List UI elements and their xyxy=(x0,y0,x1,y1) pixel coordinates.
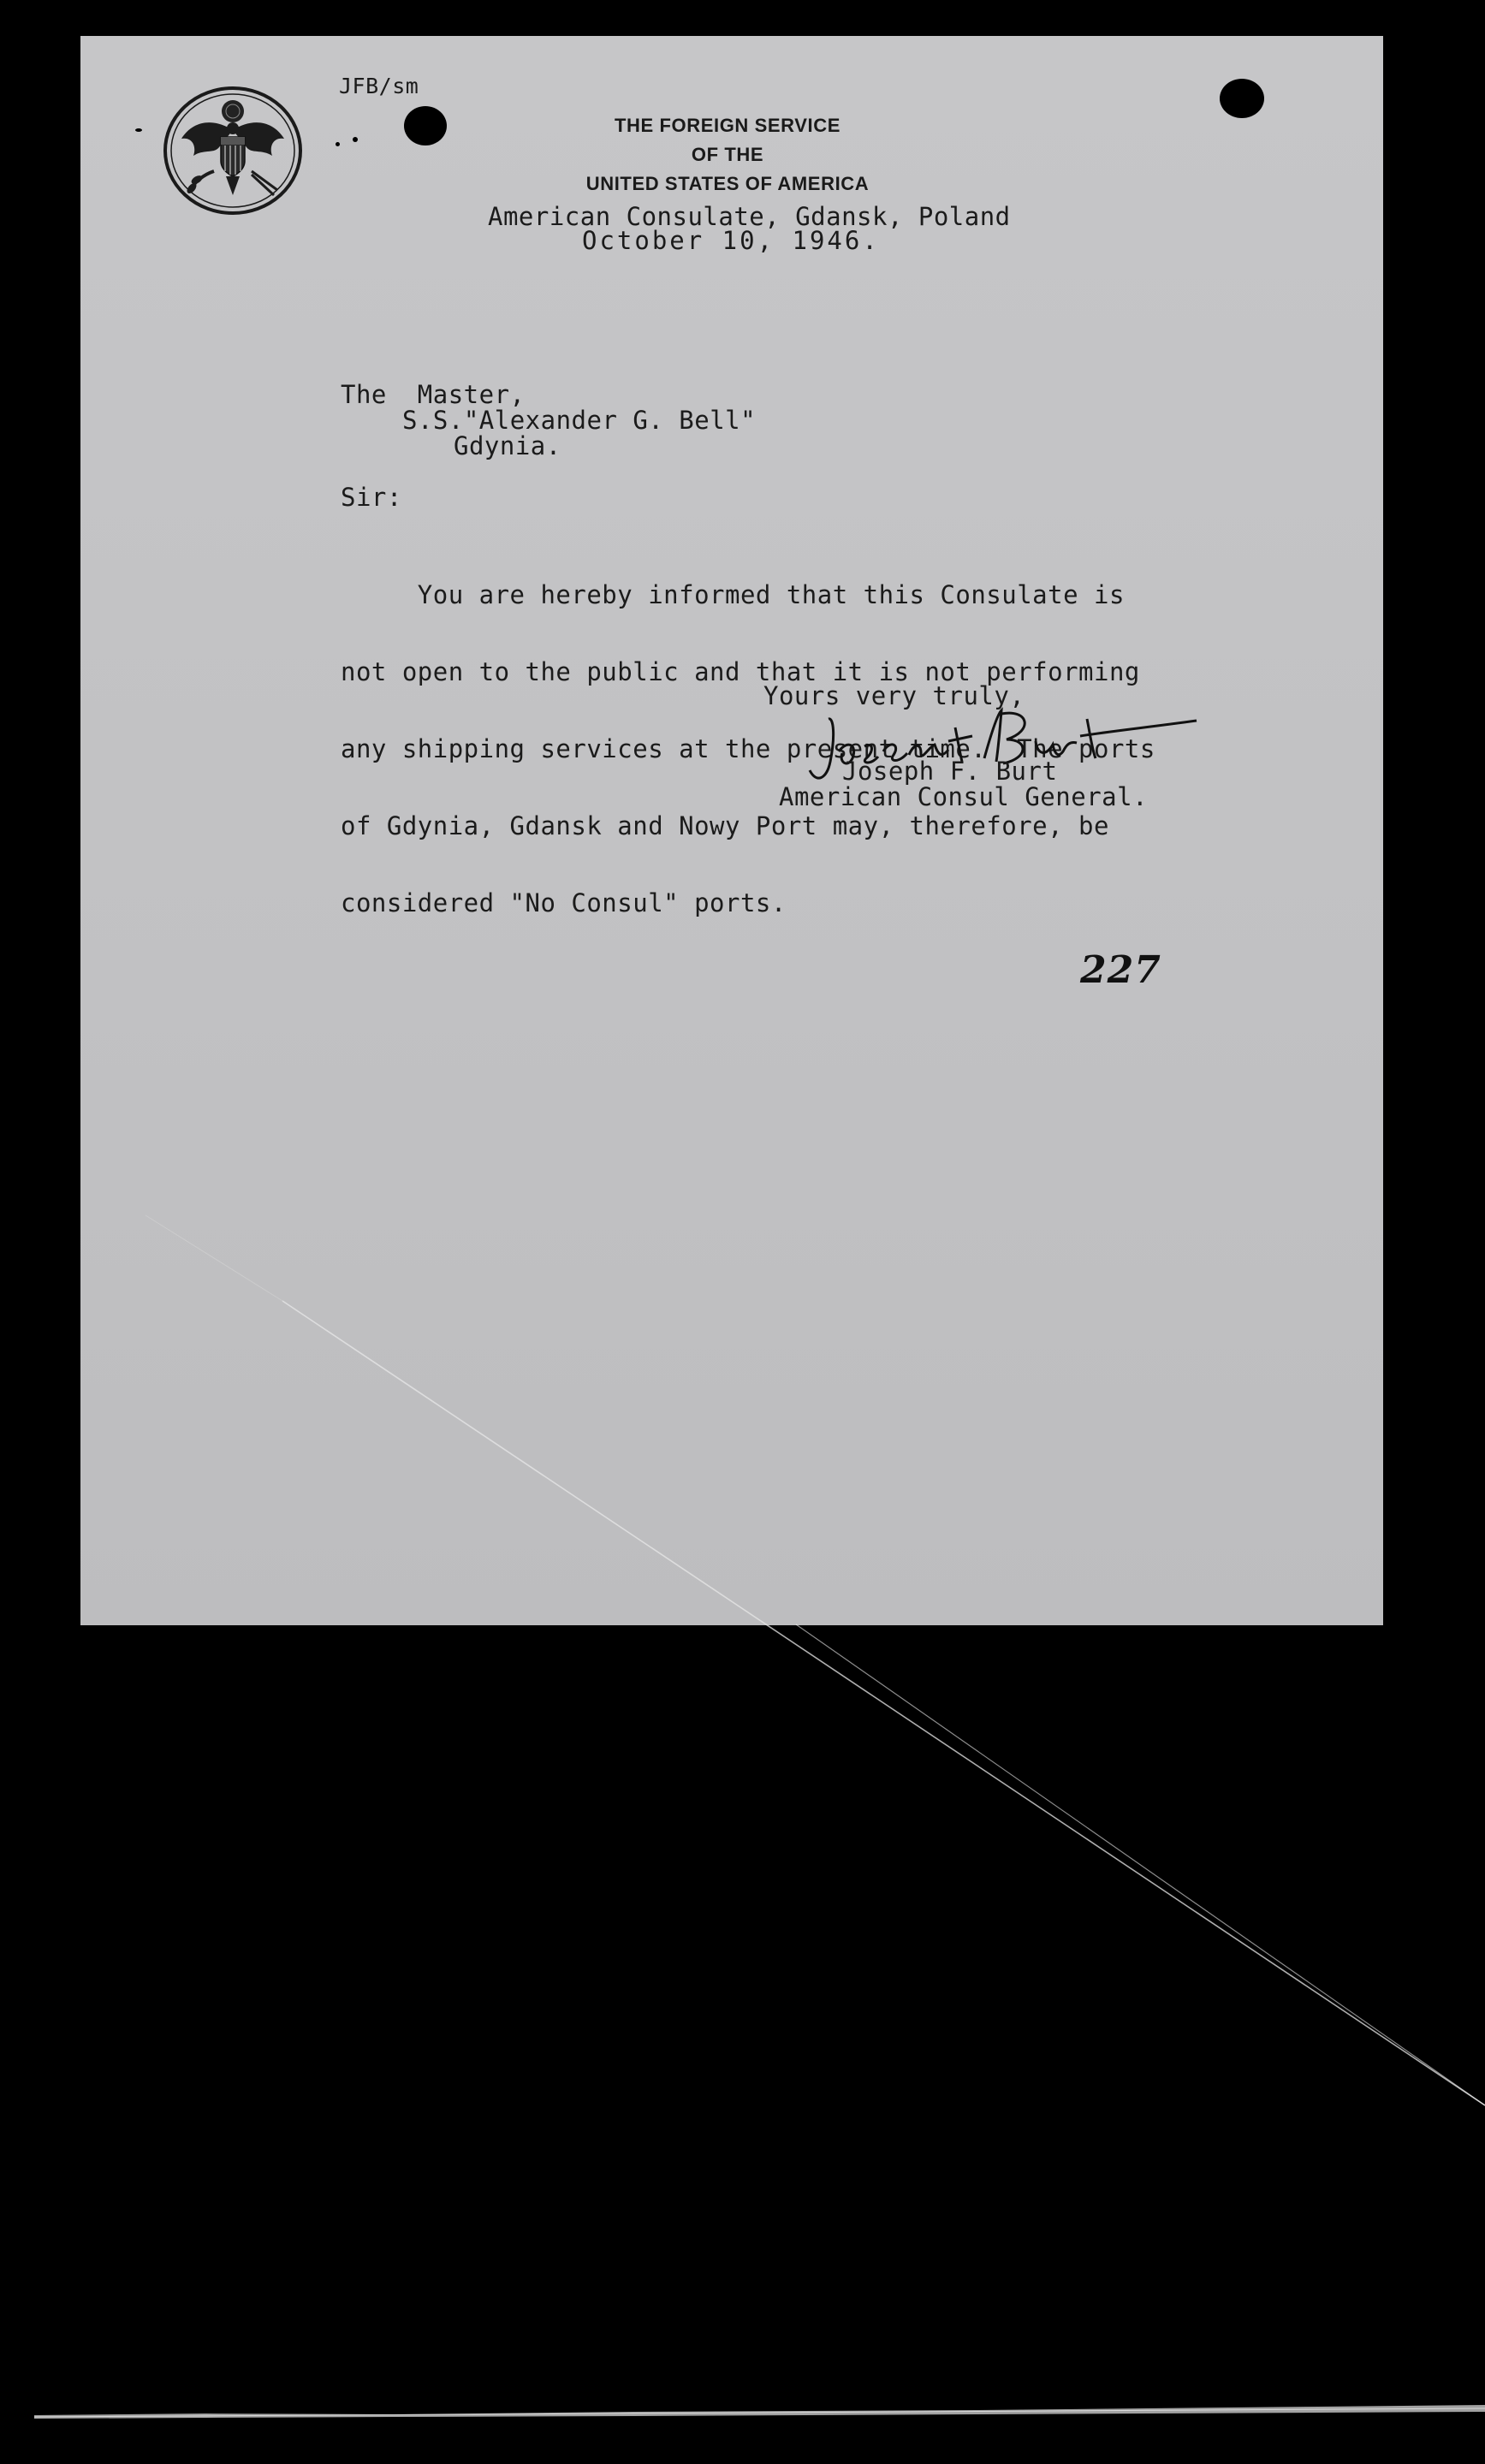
signer-title: American Consul General. xyxy=(779,782,1149,811)
complimentary-close: Yours very truly, xyxy=(763,681,1025,710)
salutation: Sir: xyxy=(341,483,402,512)
punch-hole-right xyxy=(1220,79,1264,118)
great-seal-icon xyxy=(163,86,304,216)
letter-date: October 10, 1946. xyxy=(582,226,880,255)
ink-speck xyxy=(336,142,340,146)
letterhead-line-2: OF THE xyxy=(691,144,764,165)
body-line: of Gdynia, Gdansk and Nowy Port may, therefore, be xyxy=(341,811,1109,840)
reference-initials: JFB/sm xyxy=(339,74,419,98)
letterhead-line-3: UNITED STATES OF AMERICA xyxy=(585,173,870,194)
body-line: considered "No Consul" ports. xyxy=(341,888,787,917)
ink-speck xyxy=(353,137,358,142)
body-line: not open to the public and that it is not performing xyxy=(341,657,1140,686)
recipient-line-1: The Master, xyxy=(341,380,526,409)
letterhead-line-1: THE FOREIGN SERVICE xyxy=(614,115,841,136)
recipient-line-3: Gdynia. xyxy=(454,431,561,460)
scan-bottom-edge xyxy=(34,2403,1485,2420)
body-line: any shipping services at the present time. The ports xyxy=(341,734,1155,763)
page-number-stamp: 227 xyxy=(1080,948,1161,992)
consulate-address: American Consulate, Gdansk, Poland xyxy=(488,202,1011,231)
punch-hole-left xyxy=(404,106,447,145)
recipient-line-2: S.S."Alexander G. Bell" xyxy=(402,406,757,435)
body-line: You are hereby informed that this Consulate is xyxy=(341,580,1125,609)
ink-speck xyxy=(135,128,142,132)
signer-name: Joseph F. Burt xyxy=(842,757,1058,786)
